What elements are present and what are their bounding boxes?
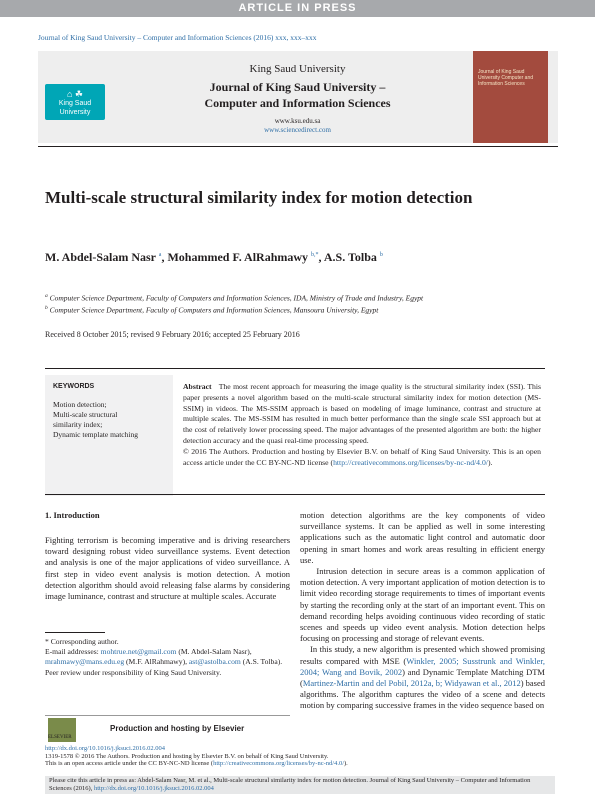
citation-link[interactable]: Martinez-Martin and del Pobil, 2012a, b; Widyawan et al., 2012 bbox=[302, 678, 521, 689]
intro-right-column: motion detection algorithms are the key components of video surveillance systems. It can be applied as well in some interesting applications such as the automatic light control and automatic door opening in smart homes and work areas resulting in efficient energy use. Intrusion detection in secure areas is a common application of motion detection. A very important application of motion detection is to limit video recording storage requirements to times of important events by starting the recording only at the start of an important event. This on demand recording helps avoiding continuous video recording of static scenes and speeds up video event analysis. Motion detection helps focusing on processing and storage of relevant events. In this study, a new algorithm is presented which showed promising results compared with MSE (Winkler, 2005; Susstrunk and Winkler, 2004; Wang and Bovik, 2002) and Dynamic Template Matching DTM (Martinez-Martin and del Pobil, 2012a, b; Widyawan et al., 2012) based algorithms. The algorithm captures the video of a scene and detects motion by comparing successive frames in the video sequence based on bbox=[300, 510, 546, 711]
cover-title: Journal of King Saud University Computer and Information Sciences bbox=[478, 69, 534, 87]
email-addresses: E-mail addresses: mohtrue.net@gmail.com (M. Abdel-Salam Nasr), mrahmawy@mans.edu.eg (M.F. AlRahmawy), ast@astolba.com (A.S. Tolba). bbox=[45, 647, 283, 667]
copyright-text: © 2016 The Authors. Production and hosting by Elsevier B.V. on behalf of King Saud University. This is an open access article under the CC BY-NC-ND license ( bbox=[183, 446, 541, 467]
footnote-rule bbox=[45, 632, 105, 633]
peer-review-note: Peer review under responsibility of King Saud University. bbox=[45, 667, 222, 677]
author-affiliation-mark[interactable]: b bbox=[379, 252, 383, 258]
issn-line: 1319-1578 © 2016 The Authors. Production and hosting by Elsevier B.V. on behalf of King Saud University. bbox=[45, 752, 329, 760]
author-name[interactable]: M. Abdel-Salam Nasr bbox=[45, 250, 156, 264]
author-name[interactable]: A.S. Tolba bbox=[323, 250, 377, 264]
intro-paragraph: Intrusion detection in secure areas is a common application of motion detection. A very important application of motion detection is to limit video recording storage requirements to times of important events by starting the recording only at the start of an important event. This on demand recording helps avoiding continuous video recording of static scenes and speeds up video event analysis. Motion detection helps focusing on processing and storage of relevant events. bbox=[300, 566, 546, 644]
elsevier-wordmark: ELSEVIER bbox=[48, 735, 72, 740]
intro-left-column: Fighting terrorism is becoming imperative and is driving researchers toward designing robust video surveillance systems. Event detection and analysis is one of the major applications of video surveillance. A first step in video event analysis is motion detection. A motion detection algorithm should avoid releasing false alarms by considering image luminance, contrast and structure at multiple scales. Accurate bbox=[45, 535, 290, 602]
received-dates: Received 8 October 2015; revised 9 February 2016; accepted 25 February 2016 bbox=[45, 330, 300, 339]
footnotes bbox=[45, 637, 290, 678]
citation-link[interactable]: Winkler, 2005; Susstrunk and Winkler, 2004; Wang and Bovik, 2002 bbox=[300, 655, 546, 677]
intro-paragraph: In this study, a new algorithm is presented which showed promising results compared with MSE ( bbox=[300, 644, 545, 666]
bottom-meta bbox=[45, 745, 555, 768]
cite-box bbox=[45, 776, 555, 794]
journal-title-line1: Journal of King Saud University – bbox=[209, 80, 386, 94]
email-link[interactable]: mrahmawy@mans.edu.eg bbox=[45, 657, 125, 667]
keyword-item: Motion detection; bbox=[53, 400, 107, 409]
journal-title-line2: Computer and Information Sciences bbox=[204, 96, 391, 110]
paper-title: Multi-scale structural similarity index for motion detection bbox=[45, 188, 473, 207]
journal-cover-image bbox=[473, 51, 548, 143]
intro-paragraph: motion detection algorithms are the key components of video surveillance systems. It can be applied as well in some interesting applications such as the automatic light control and automatic door opening in smart homes and work areas resulting in efficient energy use. bbox=[300, 510, 545, 565]
author-list: M. Abdel-Salam Nasr $^a$, Mohammed F. AlRahmawy $^{b,*}$, A.S. Tolba $^b$ bbox=[45, 250, 383, 264]
abstract-text: The most recent approach for measuring the image quality is the structural similarity index (SSI). This paper presents a novel algorithm based on the multi-scale structural similarity index for motion detection (MS-SSIM) in videos. The MS-SSIM approach is based on modeling of image luminance, contrast and structure at multiple scales. The MS-SSIM has resulted in much better performance than the single scale SSI approach but at the cost of relatively lower processing speed. The major advantages of the presented algorithm are both: the higher detection accuracy and the quasi real-time processing speed. bbox=[183, 382, 541, 445]
logo-text: King Saud University bbox=[58, 100, 92, 116]
open-access-line: This is an open access article under the CC BY-NC-ND license (http://creativecommons.org/licenses/by-nc-nd/4.0/). bbox=[45, 760, 348, 767]
keyword-item: Multi-scale structural bbox=[53, 410, 118, 419]
ksu-logo: ⌂ ☘ King Saud University bbox=[45, 84, 105, 120]
keyword-item: Dynamic template matching bbox=[53, 430, 138, 439]
section-heading-introduction: 1. Introduction bbox=[45, 510, 100, 520]
cite-text: Please cite this article in press as: Abdel-Salam Nasr, M. et al., Multi-scale structural similarity index for motion detection. Journal of King Saud University – Computer and Information Sciences (2016), bbox=[49, 777, 531, 792]
keyword-item: similarity index; bbox=[53, 420, 103, 429]
abstract-divider-bottom bbox=[45, 494, 545, 495]
license-link[interactable]: http://creativecommons.org/licenses/by-nc-nd/4.0/ bbox=[213, 760, 344, 767]
abstract: Abstract The most recent approach for measuring the image quality is the structural similarity index (SSI). This paper presents a novel algorithm based on the multi-scale structural similarity index for motion detection (MS-SSIM) in videos. The MS-SSIM approach is based on modeling of image luminance, contrast and structure at multiple scales. The MS-SSIM has resulted in much better performance than the single scale SSI approach but at the cost of relatively lower processing speed. The major advantages of the presented algorithm are both: the higher detection accuracy and the quasi real-time processing speed. © 2016 The Authors. Production and hosting by Elsevier B.V. on behalf of King Saud University. This is an open access article under the CC BY-NC-ND license (http://creativecommons.org/licenses/by-nc-nd/4.0/). bbox=[183, 382, 541, 467]
running-head[interactable]: Journal of King Saud University – Computer and Information Sciences (2016) xxx, xxx–xxx bbox=[38, 33, 317, 42]
production-text: Production and hosting by Elsevier bbox=[110, 724, 245, 733]
header-divider bbox=[38, 146, 558, 147]
journal-url-sciencedirect[interactable]: www.sciencedirect.com bbox=[264, 126, 331, 134]
cite-doi-link[interactable]: http://dx.doi.org/10.1016/j.jksuci.2016.02.004 bbox=[93, 785, 214, 792]
license-link[interactable]: http://creativecommons.org/licenses/by-nc-nd/4.0/ bbox=[333, 457, 488, 467]
corresponding-author-note: * Corresponding author. bbox=[45, 637, 119, 646]
article-in-press-banner: ARTICLE IN PRESS bbox=[0, 0, 595, 17]
email-link[interactable]: mohtrue.net@gmail.com bbox=[100, 647, 177, 657]
affiliation-a: $^a$ Computer Science Department, Faculty of Computers and Information Sciences, IDA, Ministry of Trade and Industry, Egypt bbox=[45, 293, 424, 303]
author-affiliation-mark[interactable]: b,* bbox=[311, 252, 319, 258]
doi-link[interactable]: http://dx.doi.org/10.1016/j.jksuci.2016.02.004 bbox=[45, 745, 165, 752]
university-name: King Saud University bbox=[249, 63, 346, 75]
journal-url-ksu[interactable]: www.ksu.edu.sa bbox=[274, 117, 321, 125]
affiliation-b: $^b$ Computer Science Department, Faculty of Computers and Information Sciences, Mansoura University, Egypt bbox=[45, 305, 379, 315]
abstract-divider-top bbox=[45, 368, 545, 369]
author-affiliation-mark[interactable]: a bbox=[158, 252, 162, 258]
author-name[interactable]: Mohammed F. AlRahmawy bbox=[167, 250, 309, 264]
abstract-label: Abstract bbox=[183, 382, 212, 391]
email-link[interactable]: ast@astolba.com bbox=[188, 657, 241, 667]
keywords-heading: KEYWORDS bbox=[53, 383, 95, 390]
